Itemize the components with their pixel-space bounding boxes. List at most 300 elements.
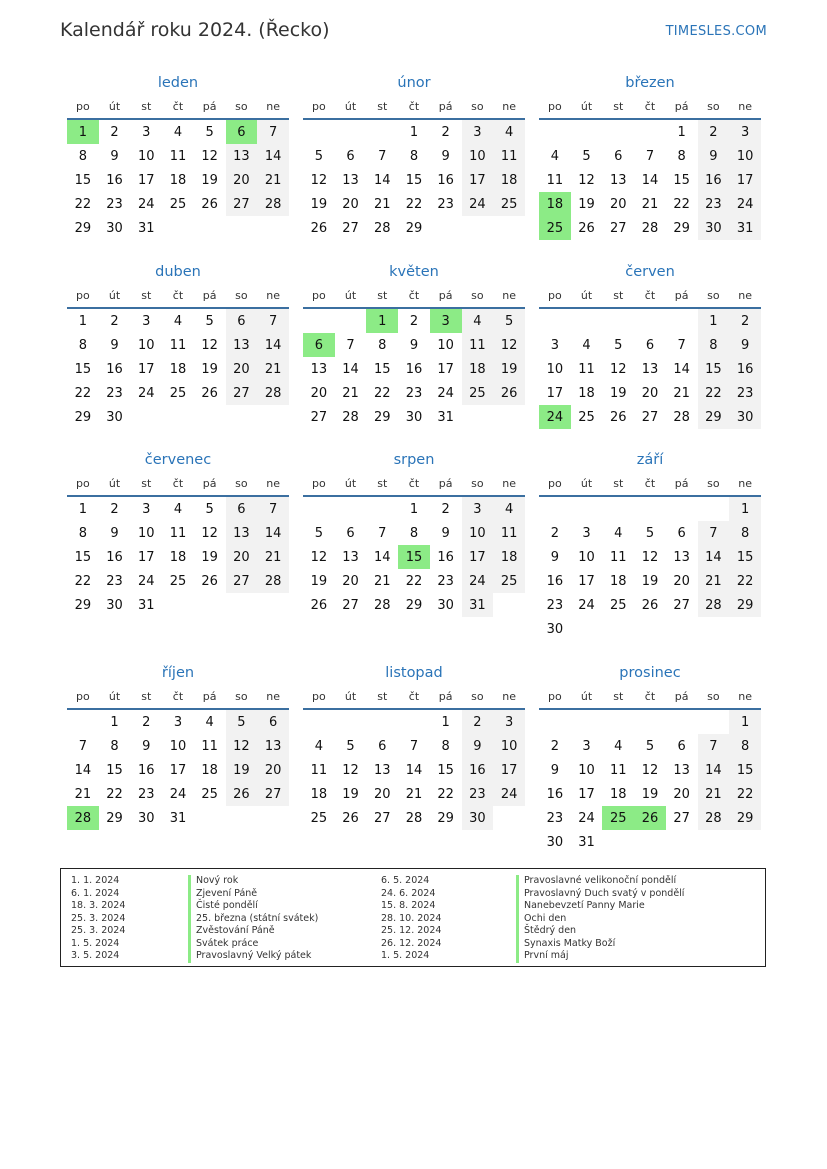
- day-cell: 3: [142, 313, 151, 329]
- weekday-header: st: [130, 283, 162, 308]
- weekend-day-cell: 19: [226, 758, 258, 782]
- empty-cell: [602, 308, 634, 333]
- weekday-header: ne: [493, 94, 525, 119]
- weekday-header: so: [462, 283, 494, 308]
- day-cell: 7: [78, 738, 87, 754]
- month-title-text: srpen: [393, 452, 435, 468]
- empty-cell: [698, 709, 730, 734]
- weekend-day-cell: 13: [226, 521, 258, 545]
- day-cell: 26: [310, 220, 328, 236]
- empty-cell: [303, 119, 335, 144]
- day-cell: 2: [409, 313, 419, 329]
- holiday-day-cell: 18: [539, 192, 571, 216]
- holiday-day-cell: 3: [430, 308, 462, 333]
- weekend-day-cell: 9: [729, 333, 761, 357]
- day-cell: 10: [137, 337, 155, 353]
- weekend-day-cell: 29: [698, 405, 730, 429]
- month-grid: [539, 94, 761, 240]
- weekday-header: so: [698, 94, 730, 119]
- empty-cell: [366, 119, 398, 144]
- holiday-day-cell: 28: [67, 806, 99, 830]
- weekday-header: po: [303, 684, 335, 709]
- weekend-day-cell: 21: [257, 357, 289, 381]
- day-cell: 25: [169, 385, 187, 401]
- month-title: [303, 449, 525, 471]
- legend-date: 6. 1. 2024: [71, 887, 120, 899]
- weekend-day-cell: 22: [698, 381, 730, 405]
- legend-holiday-name: Nanebevzetí Panny Marie: [524, 900, 645, 911]
- day-cell: 18: [169, 549, 187, 565]
- day-cell: 23: [106, 385, 123, 401]
- day-cell: 17: [578, 573, 595, 589]
- day-cell: 23: [405, 385, 423, 401]
- empty-cell: [335, 709, 367, 734]
- weekday-header: so: [226, 471, 258, 496]
- empty-cell: [226, 593, 258, 617]
- day-cell: 22: [74, 385, 92, 401]
- day-cell: 9: [441, 148, 450, 164]
- weekend-day-cell: 4: [493, 119, 525, 144]
- weekday-header: út: [335, 283, 367, 308]
- day-cell: 22: [437, 786, 454, 802]
- day-cell: 10: [578, 762, 595, 778]
- day-cell: 27: [342, 220, 359, 236]
- weekday-header: ne: [729, 283, 761, 308]
- month-title-text: leden: [157, 75, 199, 91]
- weekend-day-cell: 22: [729, 569, 761, 593]
- empty-cell: [257, 806, 289, 830]
- weekday-header: st: [602, 684, 634, 709]
- weekday-header: čt: [634, 283, 666, 308]
- empty-cell: [335, 119, 367, 144]
- weekend-day-cell: 17: [462, 545, 494, 569]
- day-cell: 6: [677, 525, 686, 541]
- weekday-header: út: [571, 94, 603, 119]
- day-cell: 13: [609, 172, 627, 188]
- weekday-header: st: [366, 471, 398, 496]
- weekday-header: st: [602, 283, 634, 308]
- brand-link[interactable]: TIMESLES.COM: [665, 24, 767, 39]
- weekday-header: út: [99, 684, 131, 709]
- holiday-legend: [60, 868, 766, 967]
- month-title: [67, 449, 289, 471]
- day-cell: 11: [169, 337, 187, 353]
- day-cell: 17: [137, 549, 155, 565]
- empty-cell: [634, 830, 666, 854]
- empty-cell: [634, 709, 666, 734]
- day-cell: 12: [578, 172, 595, 188]
- holiday-day-cell: 6: [303, 333, 335, 357]
- day-cell: 11: [201, 738, 218, 754]
- day-cell: 13: [342, 172, 359, 188]
- empty-cell: [666, 830, 698, 854]
- day-cell: 6: [378, 738, 387, 754]
- weekday-header: čt: [634, 94, 666, 119]
- day-cell: 26: [609, 409, 627, 425]
- day-cell: 15: [74, 172, 92, 188]
- day-cell: 14: [342, 361, 359, 377]
- day-cell: 20: [342, 573, 359, 589]
- holiday-day-cell: 24: [539, 405, 571, 429]
- day-cell: 25: [169, 573, 187, 589]
- empty-cell: [462, 405, 494, 429]
- legend-date: 25. 12. 2024: [381, 925, 442, 936]
- legend-holiday-name: Zvěstování Páně: [196, 925, 275, 936]
- holiday-day-cell: 25: [602, 806, 634, 830]
- day-cell: 28: [373, 597, 391, 613]
- day-cell: 22: [74, 573, 92, 589]
- weekday-header: st: [130, 94, 162, 119]
- day-cell: 7: [346, 337, 355, 353]
- day-cell: 2: [550, 525, 559, 541]
- holiday-day-cell: 25: [539, 216, 571, 240]
- weekday-header: út: [571, 283, 603, 308]
- day-cell: 19: [342, 786, 359, 802]
- day-cell: 8: [78, 337, 87, 353]
- day-cell: 29: [74, 220, 92, 236]
- day-cell: 8: [677, 148, 686, 164]
- weekend-day-cell: 28: [257, 381, 289, 405]
- legend-date: 26. 12. 2024: [381, 937, 442, 949]
- day-cell: 18: [609, 786, 627, 802]
- month-title: [67, 72, 289, 94]
- weekday-header: ne: [729, 471, 761, 496]
- day-cell: 5: [314, 525, 323, 541]
- day-cell: 16: [546, 786, 564, 802]
- day-cell: 23: [437, 573, 454, 589]
- weekday-header: po: [67, 94, 99, 119]
- day-cell: 16: [106, 172, 123, 188]
- day-cell: 14: [373, 549, 391, 565]
- month-title: [303, 662, 525, 684]
- empty-cell: [194, 405, 226, 429]
- weekday-header: po: [539, 471, 571, 496]
- weekend-day-cell: 2: [462, 709, 494, 734]
- day-cell: 21: [373, 196, 391, 212]
- legend-names-right: [516, 875, 684, 963]
- month-title-text: červenec: [144, 452, 212, 468]
- weekend-day-cell: 3: [462, 119, 494, 144]
- day-cell: 20: [609, 196, 627, 212]
- day-cell: 11: [310, 762, 328, 778]
- day-cell: 30: [106, 597, 123, 613]
- day-cell: 2: [110, 124, 119, 140]
- weekday-header: so: [462, 684, 494, 709]
- weekday-header: ne: [729, 684, 761, 709]
- empty-cell: [162, 405, 194, 429]
- day-cell: 26: [641, 597, 659, 613]
- day-cell: 21: [373, 573, 391, 589]
- day-cell: 6: [614, 148, 623, 164]
- month-grid: [67, 684, 289, 830]
- day-cell: 16: [405, 361, 423, 377]
- weekend-day-cell: 10: [462, 521, 494, 545]
- day-cell: 21: [673, 385, 690, 401]
- weekday-header: so: [226, 684, 258, 709]
- legend-holiday-name: Ochi den: [524, 912, 567, 924]
- weekend-day-cell: 13: [226, 144, 258, 168]
- weekend-day-cell: 3: [493, 709, 525, 734]
- month-title-text: březen: [625, 75, 675, 91]
- day-cell: 12: [641, 549, 659, 565]
- day-cell: 12: [310, 549, 328, 565]
- month-srpen: [303, 449, 525, 617]
- legend-dates-right: [381, 875, 441, 963]
- weekend-day-cell: 31: [729, 216, 761, 240]
- day-cell: 18: [578, 385, 595, 401]
- day-cell: 26: [578, 220, 595, 236]
- day-cell: 19: [310, 196, 328, 212]
- day-cell: 1: [441, 714, 450, 730]
- day-cell: 24: [169, 786, 187, 802]
- holiday-day-cell: 26: [634, 806, 666, 830]
- day-cell: 27: [373, 810, 391, 826]
- weekend-day-cell: 14: [257, 144, 289, 168]
- day-cell: 25: [169, 196, 187, 212]
- day-cell: 19: [641, 573, 659, 589]
- day-cell: 29: [74, 409, 92, 425]
- weekend-day-cell: 14: [698, 545, 730, 569]
- weekday-header: pá: [194, 283, 226, 308]
- weekday-header: st: [602, 471, 634, 496]
- day-cell: 3: [550, 337, 559, 353]
- legend-holiday-name: Čisté pondělí: [196, 900, 258, 911]
- day-cell: 2: [142, 714, 151, 730]
- month-title-text: říjen: [161, 665, 195, 681]
- weekend-day-cell: 3: [729, 119, 761, 144]
- day-cell: 2: [441, 501, 450, 517]
- day-cell: 3: [173, 714, 183, 730]
- day-cell: 15: [437, 762, 454, 778]
- weekend-day-cell: 7: [257, 496, 289, 521]
- weekend-day-cell: 4: [493, 496, 525, 521]
- weekend-day-cell: 30: [698, 216, 730, 240]
- day-cell: 2: [110, 313, 119, 329]
- weekday-header: pá: [194, 684, 226, 709]
- weekday-header: po: [67, 283, 99, 308]
- weekday-header: po: [303, 283, 335, 308]
- day-cell: 21: [74, 786, 92, 802]
- holiday-day-cell: 1: [67, 119, 99, 144]
- day-cell: 14: [74, 762, 92, 778]
- weekend-day-cell: 1: [698, 308, 730, 333]
- day-cell: 15: [74, 549, 92, 565]
- day-cell: 31: [169, 810, 187, 826]
- weekend-day-cell: 17: [493, 758, 525, 782]
- month-grid: [67, 94, 289, 240]
- weekend-day-cell: 27: [226, 381, 258, 405]
- weekend-day-cell: 26: [493, 381, 525, 405]
- weekday-header: čt: [162, 471, 194, 496]
- weekday-header: pá: [666, 94, 698, 119]
- weekday-header: st: [602, 94, 634, 119]
- day-cell: 13: [310, 361, 328, 377]
- weekday-header: po: [67, 471, 99, 496]
- day-cell: 6: [645, 337, 655, 353]
- empty-cell: [162, 216, 194, 240]
- empty-cell: [67, 709, 99, 734]
- day-cell: 29: [373, 409, 391, 425]
- day-cell: 29: [106, 810, 123, 826]
- empty-cell: [602, 709, 634, 734]
- day-cell: 23: [106, 196, 123, 212]
- day-cell: 29: [437, 810, 454, 826]
- month-grid: [539, 283, 761, 429]
- day-cell: 25: [609, 597, 627, 613]
- legend-date: 1. 5. 2024: [71, 937, 120, 949]
- legend-date: 28. 10. 2024: [381, 912, 442, 924]
- weekend-day-cell: 10: [493, 734, 525, 758]
- month-březen: [539, 72, 761, 240]
- weekend-day-cell: 6: [226, 496, 258, 521]
- day-cell: 14: [641, 172, 659, 188]
- weekday-header: út: [335, 471, 367, 496]
- day-cell: 30: [405, 409, 423, 425]
- day-cell: 4: [173, 501, 183, 517]
- weekend-day-cell: 21: [257, 545, 289, 569]
- day-cell: 9: [110, 148, 119, 164]
- weekday-header: út: [99, 94, 131, 119]
- legend-holiday-name: Svátek práce: [196, 937, 259, 949]
- weekday-header: pá: [430, 684, 462, 709]
- day-cell: 18: [201, 762, 218, 778]
- day-cell: 9: [409, 337, 419, 353]
- month-title: [67, 261, 289, 283]
- day-cell: 19: [310, 573, 328, 589]
- legend-date: 1. 5. 2024: [381, 950, 430, 961]
- month-květen: [303, 261, 525, 429]
- day-cell: 13: [673, 762, 690, 778]
- day-cell: 18: [310, 786, 328, 802]
- empty-cell: [162, 593, 194, 617]
- day-cell: 5: [582, 148, 591, 164]
- month-title-text: únor: [397, 75, 431, 91]
- month-grid: [539, 684, 761, 854]
- day-cell: 5: [614, 337, 623, 353]
- weekend-day-cell: 6: [257, 709, 289, 734]
- weekday-header: ne: [257, 471, 289, 496]
- day-cell: 20: [673, 786, 690, 802]
- weekday-header: st: [366, 684, 398, 709]
- day-cell: 23: [106, 573, 123, 589]
- month-title-text: prosinec: [619, 665, 681, 681]
- month-červen: [539, 261, 761, 429]
- day-cell: 26: [201, 385, 218, 401]
- weekend-day-cell: 21: [698, 569, 730, 593]
- weekday-header: čt: [398, 283, 430, 308]
- day-cell: 25: [310, 810, 328, 826]
- weekend-day-cell: 2: [698, 119, 730, 144]
- empty-cell: [493, 216, 525, 240]
- day-cell: 10: [137, 525, 155, 541]
- legend-date: 15. 8. 2024: [381, 900, 436, 911]
- empty-cell: [698, 617, 730, 641]
- day-cell: 8: [78, 148, 87, 164]
- day-cell: 2: [441, 124, 450, 140]
- weekend-day-cell: 28: [257, 569, 289, 593]
- legend-holiday-name: 25. března (státní svátek): [196, 912, 319, 924]
- day-cell: 8: [409, 525, 419, 541]
- weekday-header: pá: [194, 471, 226, 496]
- day-cell: 27: [673, 597, 690, 613]
- month-červenec: [67, 449, 289, 617]
- empty-cell: [257, 405, 289, 429]
- weekend-day-cell: 23: [462, 782, 494, 806]
- weekday-header: so: [698, 471, 730, 496]
- empty-cell: [729, 830, 761, 854]
- day-cell: 17: [437, 361, 454, 377]
- day-cell: 9: [441, 525, 450, 541]
- day-cell: 5: [314, 148, 323, 164]
- day-cell: 4: [173, 313, 183, 329]
- empty-cell: [462, 216, 494, 240]
- month-grid: [303, 684, 525, 830]
- day-cell: 18: [169, 172, 187, 188]
- day-cell: 9: [110, 337, 119, 353]
- day-cell: 29: [405, 220, 423, 236]
- weekend-day-cell: 21: [257, 168, 289, 192]
- day-cell: 19: [578, 196, 595, 212]
- legend-holiday-name: Pravoslavný Velký pátek: [196, 950, 312, 961]
- day-cell: 27: [641, 409, 659, 425]
- empty-cell: [493, 806, 525, 830]
- day-cell: 29: [405, 597, 423, 613]
- day-cell: 6: [677, 738, 686, 754]
- weekend-day-cell: 1: [729, 496, 761, 521]
- day-cell: 23: [437, 196, 454, 212]
- day-cell: 13: [342, 549, 359, 565]
- weekend-day-cell: 9: [698, 144, 730, 168]
- weekend-day-cell: 20: [226, 168, 258, 192]
- weekday-header: po: [539, 684, 571, 709]
- weekday-header: st: [130, 684, 162, 709]
- weekend-day-cell: 24: [493, 782, 525, 806]
- day-cell: 15: [106, 762, 123, 778]
- day-cell: 9: [142, 738, 151, 754]
- day-cell: 9: [550, 762, 559, 778]
- day-cell: 7: [378, 525, 387, 541]
- empty-cell: [226, 405, 258, 429]
- day-cell: 16: [137, 762, 155, 778]
- weekend-day-cell: 26: [226, 782, 258, 806]
- day-cell: 4: [614, 738, 623, 754]
- day-cell: 22: [673, 196, 690, 212]
- day-cell: 4: [614, 525, 623, 541]
- day-cell: 19: [201, 549, 218, 565]
- empty-cell: [539, 308, 571, 333]
- legend-holiday-name: Synaxis Matky Boží: [524, 937, 616, 949]
- weekday-header: pá: [430, 94, 462, 119]
- weekday-header: čt: [634, 471, 666, 496]
- weekday-header: st: [366, 283, 398, 308]
- month-prosinec: [539, 662, 761, 854]
- weekday-header: po: [303, 94, 335, 119]
- weekday-header: ne: [257, 94, 289, 119]
- empty-cell: [571, 496, 603, 521]
- month-title: [539, 662, 761, 684]
- day-cell: 26: [201, 196, 218, 212]
- month-grid: [303, 283, 525, 429]
- day-cell: 27: [310, 409, 328, 425]
- day-cell: 7: [645, 148, 655, 164]
- weekend-day-cell: 24: [462, 569, 494, 593]
- weekend-day-cell: 3: [462, 496, 494, 521]
- day-cell: 5: [205, 501, 214, 517]
- legend-holiday-name: Nový rok: [196, 875, 239, 886]
- day-cell: 13: [373, 762, 391, 778]
- day-cell: 31: [137, 597, 155, 613]
- weekday-header: ne: [729, 94, 761, 119]
